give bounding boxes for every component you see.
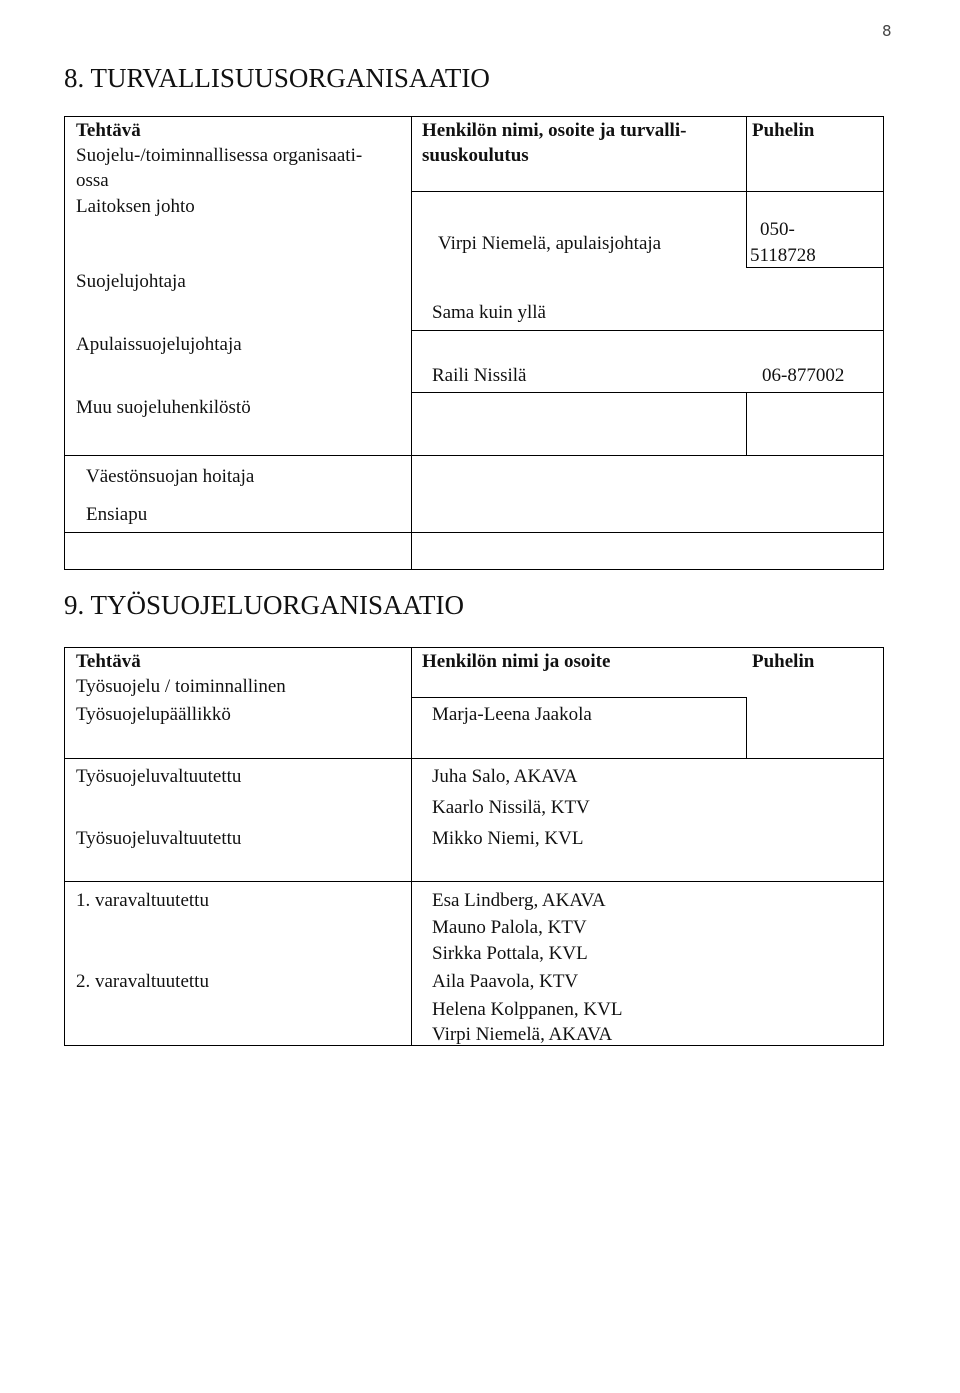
phone-management-line2: 5118728 xyxy=(750,245,816,266)
task-deputy-protection-leader: Apulaissuojelujohtaja xyxy=(76,334,242,355)
task-subtitle-9: Työsuojelu / toiminnallinen xyxy=(76,676,286,697)
task-subtitle-line2: ossa xyxy=(76,170,109,191)
person-second-deputy-b: Helena Kolppanen, KVL xyxy=(432,999,623,1020)
person-management: Virpi Niemelä, apulaisjohtaja xyxy=(438,233,662,254)
task-subtitle-line1: Suojelu-/toiminnallisessa organisaati- xyxy=(76,145,363,166)
page-number: 8 xyxy=(882,22,892,40)
section-8-title: 8. TURVALLISUUSORGANISAATIO xyxy=(64,63,490,93)
task-protection-leader: Suojelujohtaja xyxy=(76,271,186,292)
task-management: Laitoksen johto xyxy=(76,196,195,217)
person-first-deputy-a: Esa Lindberg, AKAVA xyxy=(432,890,606,911)
person-header-line2: suuskoulutus xyxy=(422,145,529,166)
task-first-aid: Ensiapu xyxy=(86,504,148,525)
person-second-deputy-c: Virpi Niemelä, AKAVA xyxy=(432,1024,613,1045)
person-first-deputy-b: Mauno Palola, KTV xyxy=(432,917,587,938)
task-header-9: Tehtävä xyxy=(76,651,141,672)
person-first-deputy-c: Sirkka Pottala, KVL xyxy=(432,943,588,964)
phone-header: Puhelin xyxy=(752,120,815,141)
task-safety-representative-2: Työsuojeluvaltuutettu xyxy=(76,828,242,849)
phone-header-9: Puhelin xyxy=(752,651,815,672)
person-safety-manager: Marja-Leena Jaakola xyxy=(432,704,592,725)
person-representative-2: Mikko Niemi, KVL xyxy=(432,828,584,849)
task-other-staff: Muu suojeluhenkilöstö xyxy=(76,397,251,418)
task-shelter-keeper: Väestönsuojan hoitaja xyxy=(86,466,255,487)
section-9-title: 9. TYÖSUOJELUORGANISAATIO xyxy=(64,590,465,620)
task-first-deputy: 1. varavaltuutettu xyxy=(76,890,209,911)
person-protection-leader: Sama kuin yllä xyxy=(432,302,546,323)
task-header: Tehtävä xyxy=(76,120,141,141)
person-representative-1a: Juha Salo, AKAVA xyxy=(432,766,578,787)
phone-deputy-protection-leader: 06-877002 xyxy=(762,365,845,386)
person-second-deputy-a: Aila Paavola, KTV xyxy=(432,971,579,992)
task-safety-representative-1: Työsuojeluvaltuutettu xyxy=(76,766,242,787)
task-safety-manager: Työsuojelupäällikkö xyxy=(76,704,231,725)
person-header-9: Henkilön nimi ja osoite xyxy=(422,651,611,672)
task-second-deputy: 2. varavaltuutettu xyxy=(76,971,209,992)
person-header-line1: Henkilön nimi, osoite ja turvalli- xyxy=(422,120,687,141)
phone-management-line1: 050- xyxy=(760,219,795,240)
person-deputy-protection-leader: Raili Nissilä xyxy=(432,365,527,386)
person-representative-1b: Kaarlo Nissilä, KTV xyxy=(432,797,590,818)
